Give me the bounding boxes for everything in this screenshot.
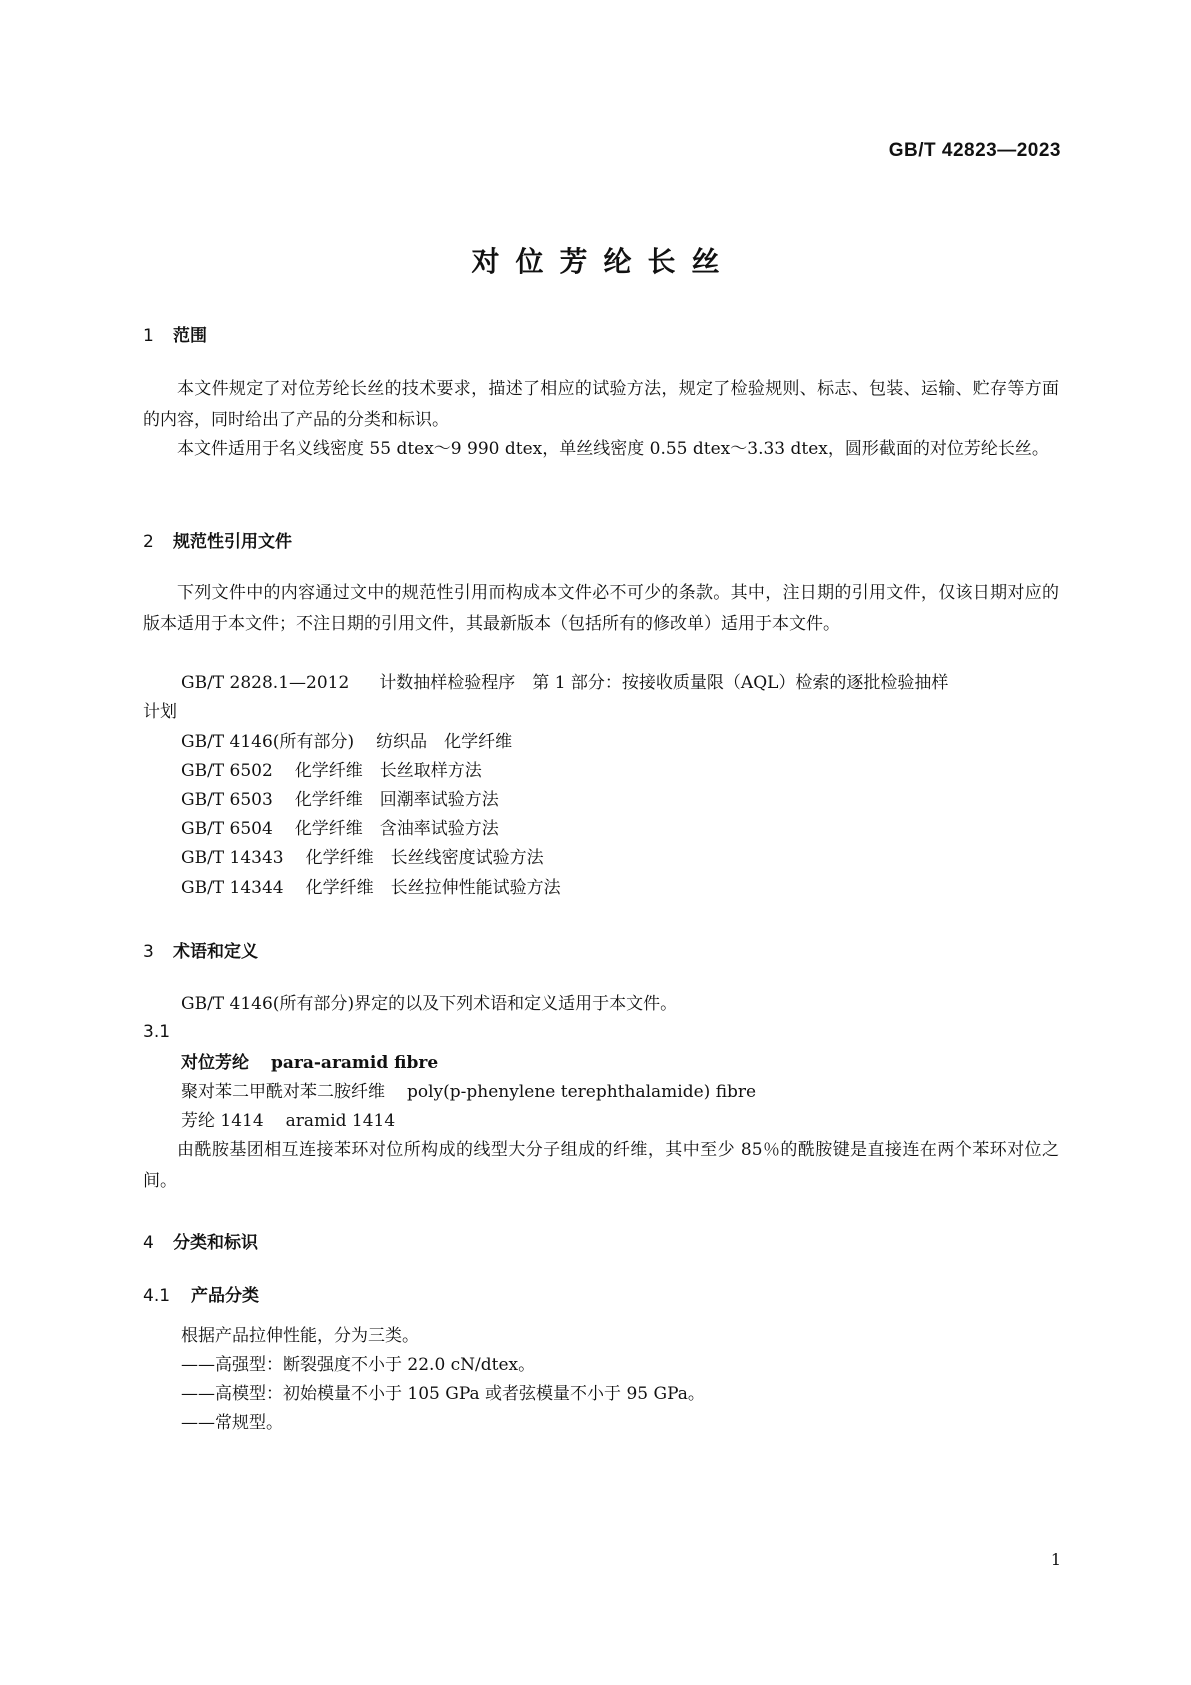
reference-item	[181, 814, 499, 845]
section-title: 范围	[173, 326, 207, 346]
subsection-4-1-heading	[143, 1281, 259, 1306]
reference-item	[181, 873, 561, 904]
reference-code: GB/T 6502	[181, 761, 273, 781]
terms-intro: GB/T 4146(所有部分)界定的以及下列术语和定义适用于本文件。	[181, 994, 678, 1014]
section-number: 1	[143, 326, 154, 346]
term-number: 3.1	[143, 1022, 171, 1042]
subsection-number: 4.1	[143, 1286, 171, 1306]
scope-paragraph-2: 本文件适用于名义线密度 55 dtex～9 990 dtex，单丝线密度 0.55 dtex～3.33 dtex，圆形截面的对位芳纶长丝。	[177, 439, 1049, 459]
reference-item	[181, 843, 544, 874]
term-synonym-en: aramid 1414	[285, 1111, 396, 1131]
normative-references-intro: 下列文件中的内容通过文中的规范性引用而构成本文件必不可少的条款。其中，注日期的引用文件，仅该日期对应的版本适用于本文件；不注日期的引用文件，其最新版本（包括所有的修改单）适用于本文件。	[143, 583, 1059, 634]
reference-code: GB/T 2828.1—2012	[181, 673, 350, 693]
reference-code: GB/T 6504	[181, 819, 273, 839]
term-definition: 由酰胺基团相互连接苯环对位所构成的线型大分子组成的纤维，其中至少 85％的酰胺键是直接连在两个苯环对位之间。	[143, 1140, 1059, 1191]
reference-code: GB/T 6503	[181, 790, 273, 810]
reference-title: 化学纤维 长丝拉伸性能试验方法	[305, 878, 561, 898]
section-number: 3	[143, 942, 154, 962]
section-1-heading	[143, 321, 207, 346]
term-synonym-en: poly(p-phenylene terephthalamide) fibre	[407, 1082, 757, 1102]
term-synonym	[181, 1077, 756, 1108]
reference-title: 化学纤维 长丝取样方法	[294, 761, 482, 781]
term-name-zh: 对位芳纶	[181, 1053, 249, 1073]
section-number: 4	[143, 1233, 154, 1253]
document-title: 对位芳纶长丝	[471, 245, 736, 278]
reference-title: 化学纤维 回潮率试验方法	[294, 790, 499, 810]
reference-item	[181, 668, 948, 699]
page-number: 1	[1050, 1550, 1061, 1569]
classification-intro: 根据产品拉伸性能，分为三类。	[181, 1326, 419, 1346]
standard-code: GB/T 42823—2023	[888, 140, 1061, 161]
section-title: 分类和标识	[173, 1233, 258, 1253]
scope-paragraph-1: 本文件规定了对位芳纶长丝的技术要求，描述了相应的试验方法，规定了检验规则、标志、包装、运输、贮存等方面的内容，同时给出了产品的分类和标识。	[143, 379, 1059, 430]
reference-title: 计数抽样检验程序 第 1 部分：按接收质量限（AQL）检索的逐批检验抽样	[379, 673, 949, 693]
term-synonym-zh: 聚对苯二甲酰对苯二胺纤维	[181, 1082, 385, 1102]
reference-code: GB/T 14343	[181, 848, 284, 868]
subsection-title: 产品分类	[191, 1286, 259, 1306]
reference-item-continuation: 计划	[143, 702, 177, 722]
reference-item	[181, 727, 512, 758]
classification-item: ——高模型：初始模量不小于 105 GPa 或者弦模量不小于 95 GPa。	[181, 1384, 705, 1404]
term-name-en: para-aramid fibre	[271, 1053, 439, 1073]
reference-title: 化学纤维 长丝线密度试验方法	[305, 848, 544, 868]
reference-item	[181, 785, 499, 816]
classification-item: ——高强型：断裂强度不小于 22.0 cN/dtex。	[181, 1355, 536, 1375]
classification-item: ——常规型。	[181, 1413, 283, 1433]
section-4-heading	[143, 1228, 258, 1253]
section-2-heading	[143, 527, 292, 552]
section-number: 2	[143, 532, 154, 552]
reference-code: GB/T 4146(所有部分)	[181, 732, 355, 752]
term-name	[181, 1048, 438, 1079]
section-3-heading	[143, 937, 258, 962]
reference-code: GB/T 14344	[181, 878, 284, 898]
section-title: 术语和定义	[173, 942, 258, 962]
reference-title: 化学纤维 含油率试验方法	[294, 819, 499, 839]
reference-title: 纺织品 化学纤维	[376, 732, 513, 752]
reference-item	[181, 756, 482, 787]
term-synonym	[181, 1106, 395, 1137]
term-synonym-zh: 芳纶 1414	[181, 1111, 264, 1131]
section-title: 规范性引用文件	[173, 532, 292, 552]
